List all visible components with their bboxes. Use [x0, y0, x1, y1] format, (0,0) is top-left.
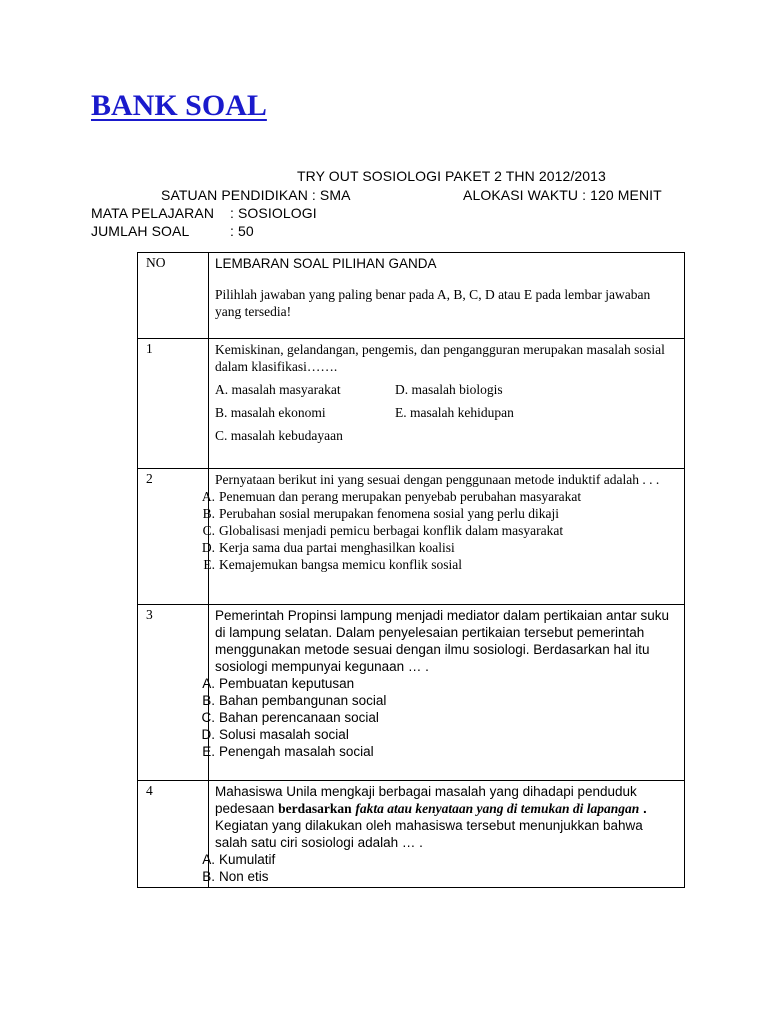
option-text: Penemuan dan perang merupakan penyebab perubahan masyarakat	[219, 489, 582, 504]
question-row	[138, 781, 685, 888]
option-letter: B.	[202, 869, 215, 884]
option-b: B. masalah ekonomi	[215, 405, 326, 420]
header-cell	[209, 253, 685, 339]
option-b	[202, 868, 678, 885]
option-a: A. masalah masyarakat	[215, 382, 341, 397]
mata-pelajaran-label: MATA PELAJARAN	[91, 205, 215, 221]
option-letter: C.	[202, 523, 215, 538]
option-b	[202, 505, 678, 522]
question-text	[215, 783, 678, 851]
question-row	[138, 605, 685, 781]
option-text: Perubahan sosial merupakan fenomena sosial yang perlu dikaji	[219, 506, 560, 521]
option-e	[203, 556, 678, 573]
option-text: Kumulatif	[219, 852, 276, 867]
option-text: Bahan perencanaan social	[219, 710, 379, 725]
question-table	[137, 252, 685, 888]
option-text: Kerja sama dua partai menghasilkan koalisi	[219, 540, 455, 555]
option-letter: B.	[202, 693, 215, 708]
option-letter: A.	[201, 489, 215, 504]
option-a	[201, 488, 678, 505]
option-letter: D.	[201, 540, 215, 555]
question-text: Pemerintah Propinsi lampung menjadi mediator dalam pertikaian antar suku di lampung selatan. Dalam penyelesaian pertikaian tersebut pemerintah menggunakan metode sesuai dengan ilmu sosiologi. Berdasarkan hal itu sosiologi mempunyai kegunaan … .	[215, 608, 669, 674]
question-cell	[201, 605, 685, 781]
option-letter: B.	[202, 506, 215, 521]
option-text: Penengah masalah social	[219, 744, 374, 759]
jumlah-soal-label: JUMLAH SOAL	[91, 223, 190, 239]
option-a	[202, 675, 678, 692]
jumlah-soal-value: : 50	[230, 223, 254, 239]
exam-heading: TRY OUT SOSIOLOGI PAKET 2 THN 2012/2013	[297, 168, 606, 184]
option-letter: C.	[201, 710, 215, 725]
option-b	[202, 692, 678, 709]
mata-pelajaran-value: : SOSIOLOGI	[230, 205, 317, 221]
question-text-end: Kegiatan yang dilakukan oleh mahasiswa tersebut menunjukkan bahwa salah satu ciri sosiologi adalah … .	[215, 818, 643, 850]
option-d: D. masalah biologis	[395, 382, 503, 397]
question-row	[138, 469, 685, 605]
option-text: Globalisasi menjadi pemicu berbagai konflik dalam masyarakat	[219, 523, 564, 538]
question-cell	[202, 781, 685, 888]
question-number: 1	[138, 339, 209, 469]
option-c	[201, 709, 678, 726]
option-letter: D.	[201, 727, 215, 742]
option-letter: E.	[203, 557, 215, 572]
question-text: Pernyataan berikut ini yang sesuai dengan penggunaan metode induktif adalah . . .	[215, 472, 660, 487]
question-number: 3	[138, 605, 209, 781]
option-e: E. masalah kehidupan	[395, 405, 514, 420]
option-letter: A.	[202, 852, 215, 867]
option-text: Bahan pembangunan social	[219, 693, 387, 708]
option-d	[201, 539, 678, 556]
question-cell	[201, 469, 685, 605]
page-title: BANK SOAL	[91, 89, 267, 122]
option-c	[202, 522, 678, 539]
option-letter: E.	[202, 744, 215, 759]
option-d	[201, 726, 678, 743]
option-text: Solusi masalah social	[219, 727, 349, 742]
satuan-pendidikan: SATUAN PENDIDIKAN : SMA	[161, 187, 351, 203]
question-cell	[209, 339, 685, 469]
option-text: Pembuatan keputusan	[219, 676, 355, 691]
question-text-bold: berdasarkan	[278, 801, 352, 816]
question-row	[138, 339, 685, 469]
question-text-dot: .	[643, 801, 647, 816]
option-e	[202, 743, 678, 760]
header-no: NO	[138, 253, 209, 339]
alokasi-waktu: ALOKASI WAKTU : 120 MENIT	[463, 187, 662, 203]
option-text: Kemajemukan bangsa memicu konflik sosial	[219, 557, 462, 572]
instructions: Pilihlah jawaban yang paling benar pada A, B, C, D atau E pada lembar jawaban yang tersedia!	[215, 287, 651, 319]
question-number: 2	[138, 469, 209, 605]
question-text: Kemiskinan, gelandangan, pengemis, dan pengangguran merupakan masalah sosial dalam klasifikasi…….	[215, 342, 665, 374]
option-c: C. masalah kebudayaan	[215, 428, 343, 443]
table-header-row	[138, 253, 685, 339]
question-number: 4	[138, 781, 209, 888]
option-a	[202, 851, 678, 868]
question-text-bold-italic: fakta atau kenyataan yang di temukan di lapangan	[355, 801, 640, 816]
option-text: Non etis	[219, 869, 269, 884]
header-title: LEMBARAN SOAL PILIHAN GANDA	[215, 256, 437, 271]
question-text-start: Mahasiswa Unila mengkaji berbagai masalah yang dihadapi penduduk pedesaan	[215, 784, 637, 816]
option-letter: A.	[202, 676, 215, 691]
